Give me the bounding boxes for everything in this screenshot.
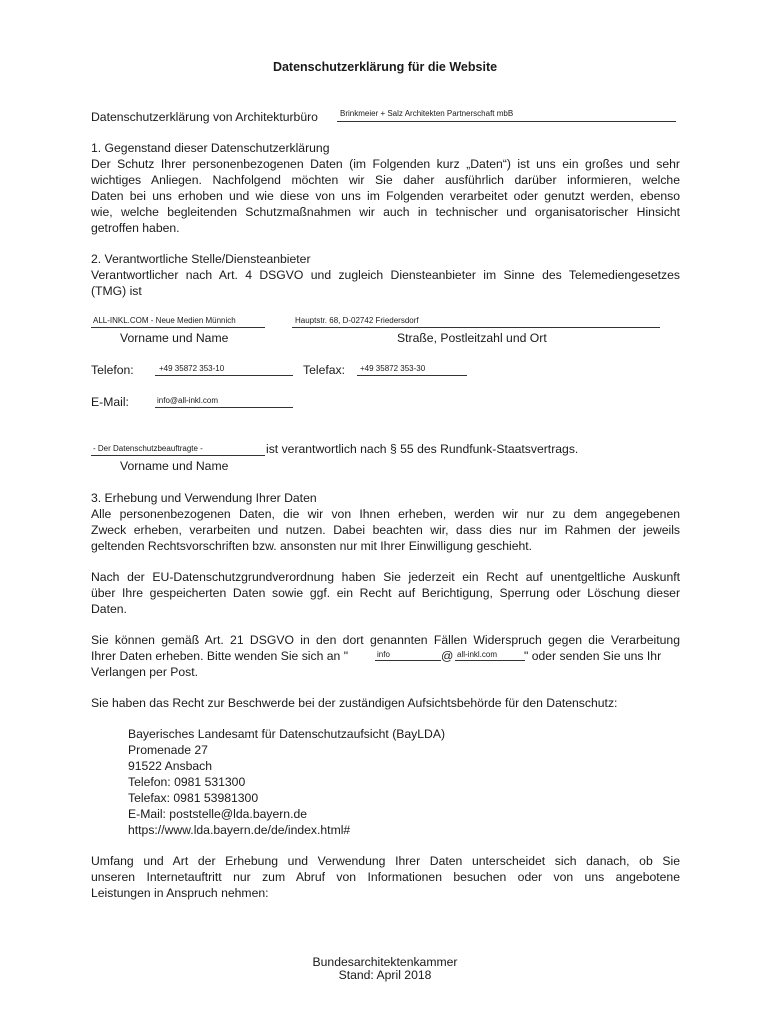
section2-paragraph [91, 267, 680, 299]
objection-email-user: info [377, 650, 390, 659]
text-line: wichtiges Anliegen. Nachfolgend möchten wir Sie daher ausführlich darüber informieren, welche [91, 173, 680, 187]
dpo-underline [91, 455, 265, 456]
address-value: Hauptstr. 68, D-02742 Friedersdorf [295, 316, 419, 325]
authority-phone: Telefon: 0981 531300 [128, 775, 246, 789]
authority-name: Bayerisches Landesamt für Datenschutzaufsicht (BayLDA) [128, 727, 446, 741]
objection-email-user-underline [375, 660, 441, 661]
objection-email-domain: all-inkl.com [457, 650, 498, 659]
section3-paragraph-1 [91, 506, 680, 554]
text-line: Daten. [91, 602, 127, 616]
authority-email: E-Mail: poststelle@lda.bayern.de [128, 807, 308, 821]
name-value: ALL-INKL.COM - Neue Medien Münnich [93, 316, 236, 325]
objection-email-domain-underline [455, 660, 525, 661]
text-line: Zweck erheben, verarbeiten und nutzen. Dabei beachten wir, dass dies nur im Rahmen der jeweils [91, 523, 680, 537]
section3-paragraph-3 [91, 632, 680, 648]
text-line: Alle personenbezogenen Daten, die wir von Ihnen erheben, werden wir nur zu dem angegebenen [91, 507, 680, 521]
dpo-value: - Der Datenschutzbeauftragte - [93, 444, 203, 453]
text-line: geltenden Rechtsvorschriften bzw. ansonsten nur mit Ihrer Einwilligung geschieht. [91, 539, 533, 553]
text-line: über Ihre gespeicherten Daten sowie ggf. ein Recht auf Berichtigung, Sperrung oder Löschung dieser [91, 586, 680, 600]
text-line: Umfang und Art der Erhebung und Verwendung Ihrer Daten unterscheidet sich danach, ob Sie [91, 854, 680, 868]
text-line: wie, welche begleitenden Schutzmaßnahmen wir auch in technischer und organisatorischer Hinsicht [91, 205, 680, 219]
section1-heading: 1. Gegenstand dieser Datenschutzerklärung [91, 141, 330, 155]
objection-line-start: Ihrer Daten erheben. Bitte wenden Sie sich an " [91, 649, 349, 663]
section3-heading: 3. Erhebung und Verwendung Ihrer Daten [91, 491, 317, 505]
text-line: Der Schutz Ihrer personenbezogenen Daten (im Folgenden kurz „Daten“) ist uns ein großes und sehr [91, 157, 680, 171]
authority-city: 91522 Ansbach [128, 759, 213, 773]
fax-label: Telefax: [303, 363, 346, 377]
name-label: Vorname und Name [120, 331, 229, 345]
email-value: info@all-inkl.com [157, 396, 219, 405]
section3-paragraph-5 [91, 853, 680, 901]
phone-underline [155, 375, 293, 376]
intro-value: Brinkmeier + Salz Architekten Partnerschaft mbB [340, 109, 514, 118]
authority-fax: Telefax: 0981 53981300 [128, 791, 259, 805]
dpo-text: ist verantwortlich nach § 55 des Rundfunk-Staatsvertrags. [266, 442, 579, 456]
complaint-paragraph: Sie haben das Recht zur Beschwerde bei der zuständigen Aufsichtsbehörde für den Datenschutz: [91, 696, 618, 710]
section1-paragraph [91, 156, 680, 236]
authority-address-block [128, 726, 445, 838]
phone-value: +49 35872 353-10 [159, 364, 225, 373]
address-label: Straße, Postleitzahl und Ort [397, 331, 547, 345]
intro-underline [337, 121, 676, 122]
objection-line-end: " oder senden Sie uns Ihr [524, 649, 662, 663]
section2-heading: 2. Verantwortliche Stelle/Diensteanbieter [91, 252, 311, 266]
fax-value: +49 35872 353-30 [360, 364, 426, 373]
footer-date: Stand: April 2018 [338, 968, 432, 982]
address-underline [292, 327, 660, 328]
text-line: getroffen haben. [91, 221, 180, 235]
text-line: Verantwortlicher nach Art. 4 DSGVO und zugleich Diensteanbieter im Sinne des Telemediengesetzes [91, 268, 680, 282]
text-line: Daten bei uns erhoben und wie diese von uns im Folgenden verarbeitet oder genutzt werden, ebenso [91, 189, 680, 203]
fax-underline [357, 375, 467, 376]
name-underline [91, 327, 265, 328]
authority-street: Promenade 27 [128, 743, 208, 757]
email-underline [155, 407, 293, 408]
footer-org: Bundesarchitektenkammer [312, 955, 458, 969]
authority-website: https://www.lda.bayern.de/de/index.html# [128, 823, 351, 837]
document-title: Datenschutzerklärung für die Website [272, 60, 498, 74]
text-line: Sie können gemäß Art. 21 DSGVO in den dort genannten Fällen Widerspruch gegen die Verarbeitung [91, 633, 680, 647]
text-line: Leistungen in Anspruch nehmen: [91, 886, 269, 900]
text-line: (TMG) ist [91, 284, 142, 298]
section3-paragraph-2 [91, 569, 680, 617]
objection-line-3: Verlangen per Post. [91, 665, 199, 679]
text-line: unseren Internetauftritt nur zum Abruf von Informationen besuchen oder von uns angebotene [91, 870, 680, 884]
objection-email-at: @ [441, 649, 454, 663]
phone-label: Telefon: [91, 363, 134, 377]
intro-label: Datenschutzerklärung von Architekturbüro [91, 110, 318, 124]
text-line: Nach der EU-Datenschutzgrundverordnung haben Sie jederzeit ein Recht auf unentgeltliche Auskunft [91, 570, 680, 584]
dpo-label: Vorname und Name [120, 459, 229, 473]
email-label: E-Mail: [91, 395, 129, 409]
